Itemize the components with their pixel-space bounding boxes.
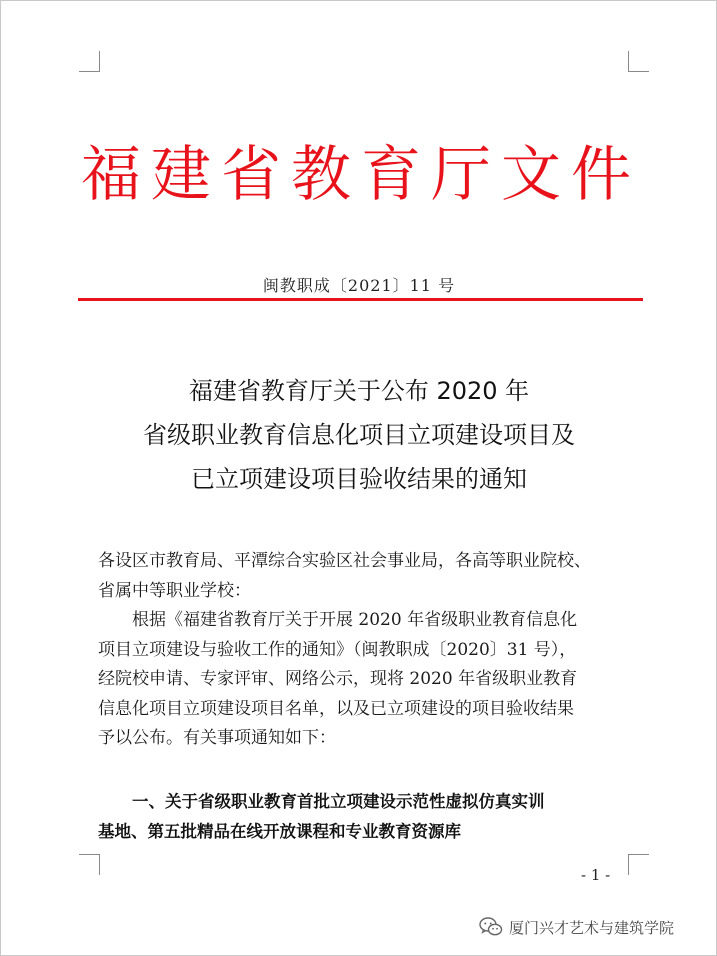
body-line: 根据《福建省教育厅关于开展 2020 年省级职业教育信息化 (132, 610, 578, 630)
red-separator-line (78, 298, 643, 301)
body-line: 信息化项目立项建设项目名单，以及已立项建设的项目验收结果 (98, 698, 574, 719)
wechat-icon (479, 916, 503, 938)
document-title (81, 369, 637, 501)
title-line: 省级职业教育信息化项目立项建设项目及 (143, 421, 575, 449)
body-line: 予以公布。有关事项通知如下： (98, 728, 336, 748)
body-line: 经院校申请、专家评审、网络公示，现将 2020 年省级职业教育 (98, 669, 578, 689)
document-number: 闽教职成〔2021〕11 号 (262, 276, 456, 295)
section-heading-line: 一、关于省级职业教育首批立项建设示范性虚拟仿真实训 (132, 792, 545, 811)
body-line: 项目立项建设与验收工作的通知》（闽教职成〔2020〕31 号）， (98, 639, 577, 660)
section-heading-line: 基地、第五批精品在线开放课程和专业教育资源库 (98, 822, 461, 841)
crop-mark-top-right (628, 51, 649, 72)
title-line: 福建省教育厅关于公布 2020 年 (188, 377, 530, 405)
section-heading (98, 787, 638, 847)
document-body (98, 547, 633, 754)
addressee-line: 省属中等职业学校： (98, 580, 251, 601)
crop-mark-top-left (79, 51, 100, 72)
page-number: - 1 - (581, 866, 611, 884)
title-line: 已立项建设项目验收结果的通知 (191, 465, 527, 493)
watermark-text: 厦门兴才艺术与建筑学院 (509, 918, 675, 937)
watermark (479, 913, 674, 941)
crop-mark-bottom-left (79, 854, 100, 875)
addressee-line: 各设区市教育局、平潭综合实验区社会事业局，各高等职业院校、 (98, 551, 591, 571)
crop-mark-bottom-right (628, 854, 649, 875)
document-masthead: 福建省教育厅文件 (81, 140, 641, 210)
